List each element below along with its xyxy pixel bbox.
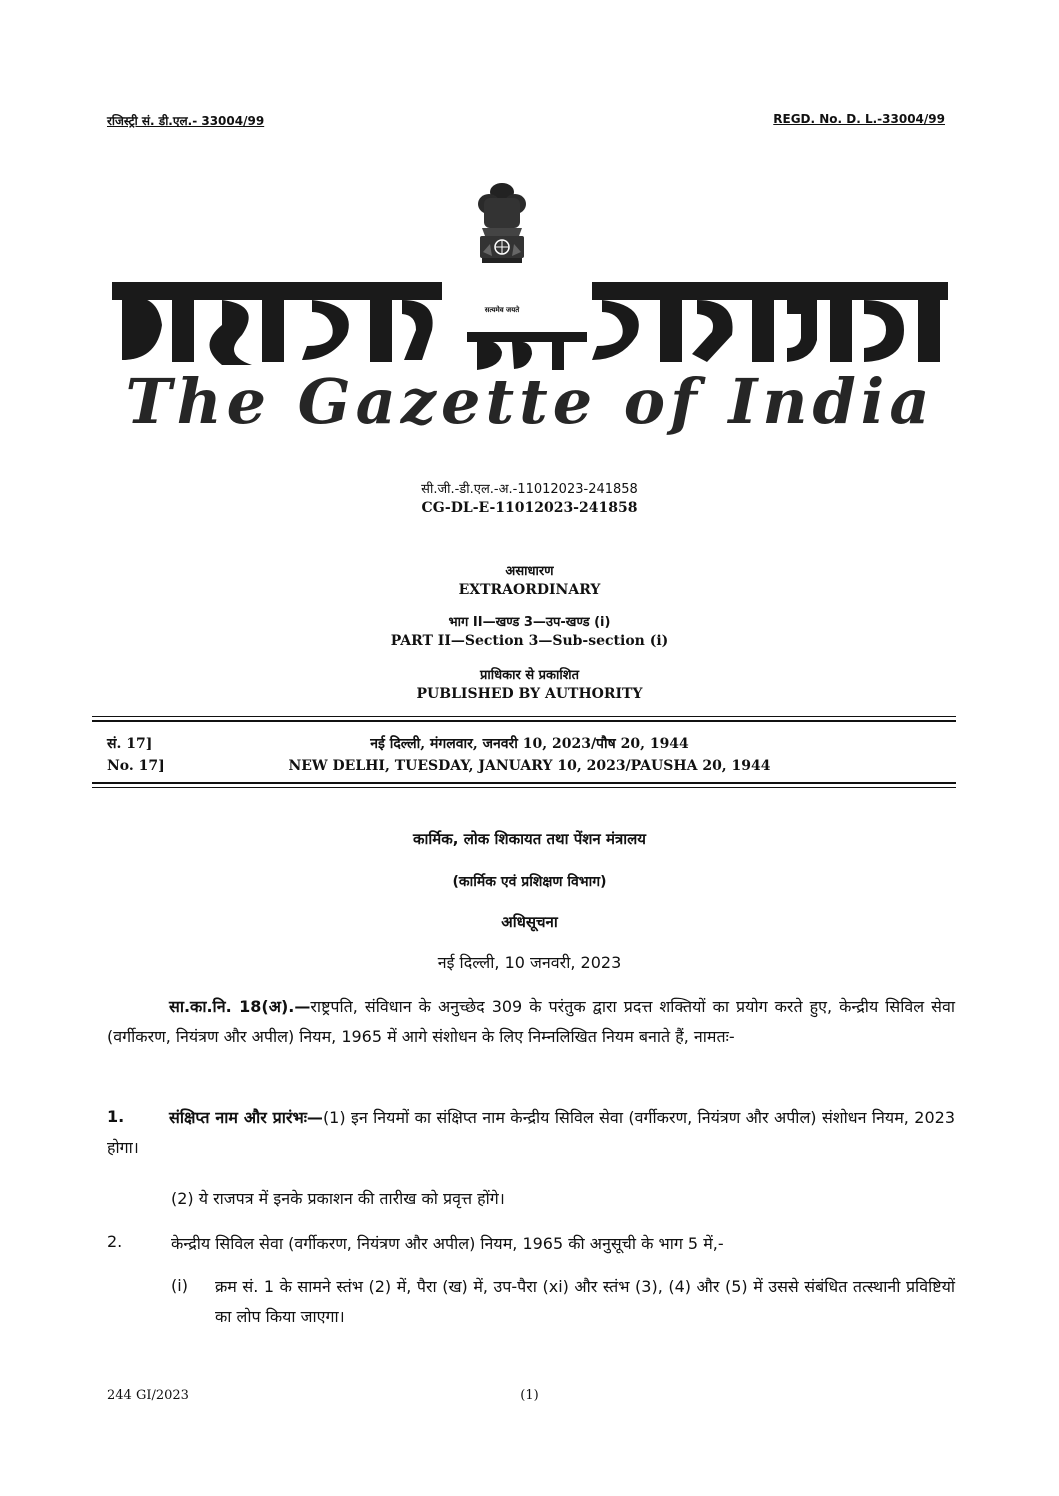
item-i-number: (i) <box>171 1276 188 1295</box>
top-rule-1 <box>92 716 956 717</box>
gsr-reference: सा.का.नि. 18(अ).— <box>169 997 311 1016</box>
rule-2-number: 2. <box>107 1232 123 1251</box>
authority-hindi: प्राधिकार से प्रकाशित <box>480 668 579 683</box>
issue-number-english: No. 17] <box>107 758 165 774</box>
rule-1-number: 1. <box>107 1107 125 1126</box>
rule-1-heading: संक्षिप्त नाम और प्रारंभः— <box>169 1108 323 1127</box>
footer-code: 244 GI/2023 <box>107 1388 189 1403</box>
issue-date-english: NEW DELHI, TUESDAY, JANUARY 10, 2023/PAUSHA 20, 1944 <box>288 758 771 774</box>
emblem-motto: सत्यमेव जयते <box>484 306 520 314</box>
intro-text: राष्ट्रपति, संविधान के अनुच्छेद 309 के परंतुक द्वारा प्रदत्त शक्तियों का प्रयोग करते हुए, केन्द्रीय सिविल सेवा (वर्गीकरण, नियंत्रण और अपील) नियम, 1965 में आगे संशोधन के लिए निम्नलिखित नियम बनाते हैं, नामतः- <box>107 997 955 1046</box>
issue-number-hindi: सं. 17] <box>107 736 153 752</box>
masthead-hindi-title <box>112 262 948 372</box>
masthead-hindi-title-text <box>112 262 113 263</box>
registration-number-english: REGD. No. D. L.-33004/99 <box>773 112 945 126</box>
rule-1-text: (1) इन नियमों का संक्षिप्त नाम केन्द्रीय सिविल सेवा (वर्गीकरण, नियंत्रण और अपील) संशोधन नियम, 2023 होगा। <box>107 1108 955 1157</box>
part-english: PART II—Section 3—Sub-section (i) <box>390 633 669 649</box>
masthead-english-title: The Gazette of India <box>125 365 935 438</box>
rule-1-paragraph <box>107 1103 955 1163</box>
rule-2-text: केन्द्रीय सिविल सेवा (वर्गीकरण, नियंत्रण और अपील) नियम, 1965 की अनुसूची के भाग 5 में,- <box>171 1234 724 1253</box>
notification-title: अधिसूचना <box>501 913 558 931</box>
ministry-name: कार्मिक, लोक शिकायत तथा पेंशन मंत्रालय <box>413 830 646 848</box>
page-number: (1) <box>520 1388 539 1403</box>
part-hindi: भाग II—खण्ड 3—उप-खण्ड (i) <box>448 615 611 630</box>
registration-number-hindi: रजिस्ट्री सं. डी.एल.- 33004/99 <box>107 114 265 128</box>
rule-1-subclause-2: (2) ये राजपत्र में इनके प्रकाशन की तारीख को प्रवृत्त होंगे। <box>171 1189 505 1208</box>
issue-date-hindi: नई दिल्ली, मंगलवार, जनवरी 10, 2023/पौष 20, 1944 <box>370 736 689 752</box>
gazette-code-hindi: सी.जी.-डी.एल.-अ.-11012023-241858 <box>421 482 638 497</box>
classification-english: EXTRAORDINARY <box>458 582 601 598</box>
gazette-code-english: CG-DL-E-11012023-241858 <box>421 500 638 516</box>
notification-place-date: नई दिल्ली, 10 जनवरी, 2023 <box>437 953 622 972</box>
notification-intro <box>107 992 955 1052</box>
authority-english: PUBLISHED BY AUTHORITY <box>416 686 643 702</box>
bottom-rule-1 <box>92 782 956 784</box>
department-name: (कार्मिक एवं प्रशिक्षण विभाग) <box>452 874 607 890</box>
bottom-rule-2 <box>92 787 956 788</box>
classification-hindi: असाधारण <box>505 564 554 579</box>
item-i-text: क्रम सं. 1 के सामने स्तंभ (2) में, पैरा (ख) में, उप-पैरा (xi) और स्तंभ (3), (4) और (5) में उससे संबंधित तत्स्थानी प्रविष्टियों का लोप किया जाएगा। <box>215 1277 955 1326</box>
top-rule-2 <box>92 720 956 722</box>
